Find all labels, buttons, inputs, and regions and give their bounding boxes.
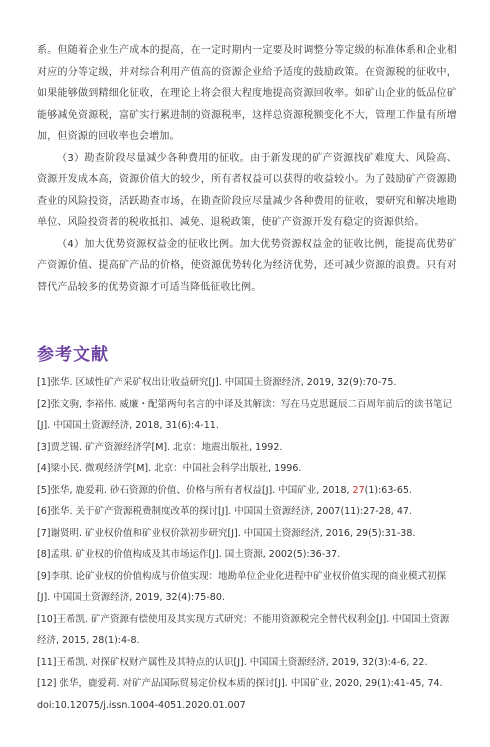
paragraph-continuation: 系。但随着企业生产成本的提高，在一定时期内一定要及时调整分等定级的标准体系和企业相对应的分等定级，并对综合利用产值高的资源企业给予适度的鼓励政策。在资源税的征收中，如果能够做到精细化征收，在理论上将会很大程度地提高资源回收率。如矿山企业的低品位矿能够减免资源税，富矿实行累进制的资源税率，这样总资源税额变化不大，管理工作量有所增加，但资源的回收率也会增加。 — [37, 45, 457, 142]
reference-item-6: [6]张华. 关于矿产资源税费制度改革的探讨[J]. 中国国土资源经济, 2007(11):27-28, 47. — [37, 506, 412, 517]
reference-item-2: [2]张文驹, 李裕伟. 威廉・配第两句名言的中译及其解读：写在马克思诞辰二百周年前后的读书笔记[J]. 中国国土资源经济, 2018, 31(6):4-11. — [37, 398, 453, 431]
reference-5-text-before: [5]张华, 鹿爱莉. 砂石资源的价值、价格与所有者权益[J]. 中国矿业, 2018, — [37, 484, 353, 496]
reference-item-10: [10]王希凯. 矿产资源有偿使用及其实现方式研究：不能用资源税完全替代权利金[J]. 中国国土资源经济, 2015, 28(1):4-8. — [37, 613, 450, 646]
body-text — [37, 40, 457, 298]
reference-item-4: [4]梁小民. 微观经济学[M]. 北京：中国社会科学出版社, 1996. — [37, 463, 302, 474]
reference-5-highlighted-volume: 27 — [352, 484, 365, 496]
paragraph-exploration-fees: （3）勘查阶段尽量减少各种费用的征收。由于新发现的矿产资源找矿难度大、风险高、资源开发成本高，资源价值大的较少，所有者权益可以获得的收益较小。为了鼓励矿产资源勘查业的风险投资，活跃勘查市场，在勘查阶段应尽量减少各种费用的征收，要研究和解决地勘单位、风险投资者的税收抵扣、减免、退税政策，使矿产资源开发有稳定的资源供给。 — [37, 152, 457, 228]
reference-item-12: [12] 张华，鹿爱莉. 对矿产品国际贸易定价权本质的探讨[J]. 中国矿业, 2020, 29(1):41-45, 74. doi:10.12075/j.issn.1004-4051.2020.01.007 — [37, 678, 443, 711]
reference-list — [37, 372, 457, 716]
reference-item-5 — [37, 480, 457, 502]
references-heading: 参考文献 — [37, 345, 109, 365]
reference-item-1: [1]张华. 区域性矿产采矿权出让收益研究[J]. 中国国土资源经济, 2019, 32(9):70-75. — [37, 377, 397, 388]
reference-item-11: [11]王希凯. 对探矿权财产属性及其特点的认识[J]. 中国国土资源经济, 2019, 32(3):4-6, 22. — [37, 656, 428, 668]
reference-item-3: [3]贾芝锡. 矿产资源经济学[M]. 北京：地震出版社, 1992. — [37, 441, 283, 453]
reference-item-8: [8]孟琪. 矿业权的价值构成及其市场运作[J]. 国土资源, 2002(5):36-37. — [37, 549, 341, 560]
reference-item-7: [7]谢贤明. 矿业权价值和矿业权价款初步研究[J]. 中国国土资源经济, 2016, 29(5):31-38. — [37, 527, 416, 539]
reference-item-9: [9]李琪. 论矿业权的价值构成与价值实现：地勘单位企业化进程中矿业权价值实现的商业模式初探[J]. 中国国土资源经济, 2019, 32(4):75-80. — [37, 570, 446, 603]
reference-5-text-after: (1):63-65. — [364, 484, 412, 496]
paragraph-royalty-ratio: （4）加大优势资源权益金的征收比例。加大优势资源权益金的征收比例，能提高优势矿产资源价值、提高矿产品的价格，使资源优势转化为经济优势，还可减少资源的浪费。只有对替代产品较多的优势资源才可适当降低征收比例。 — [37, 238, 457, 293]
